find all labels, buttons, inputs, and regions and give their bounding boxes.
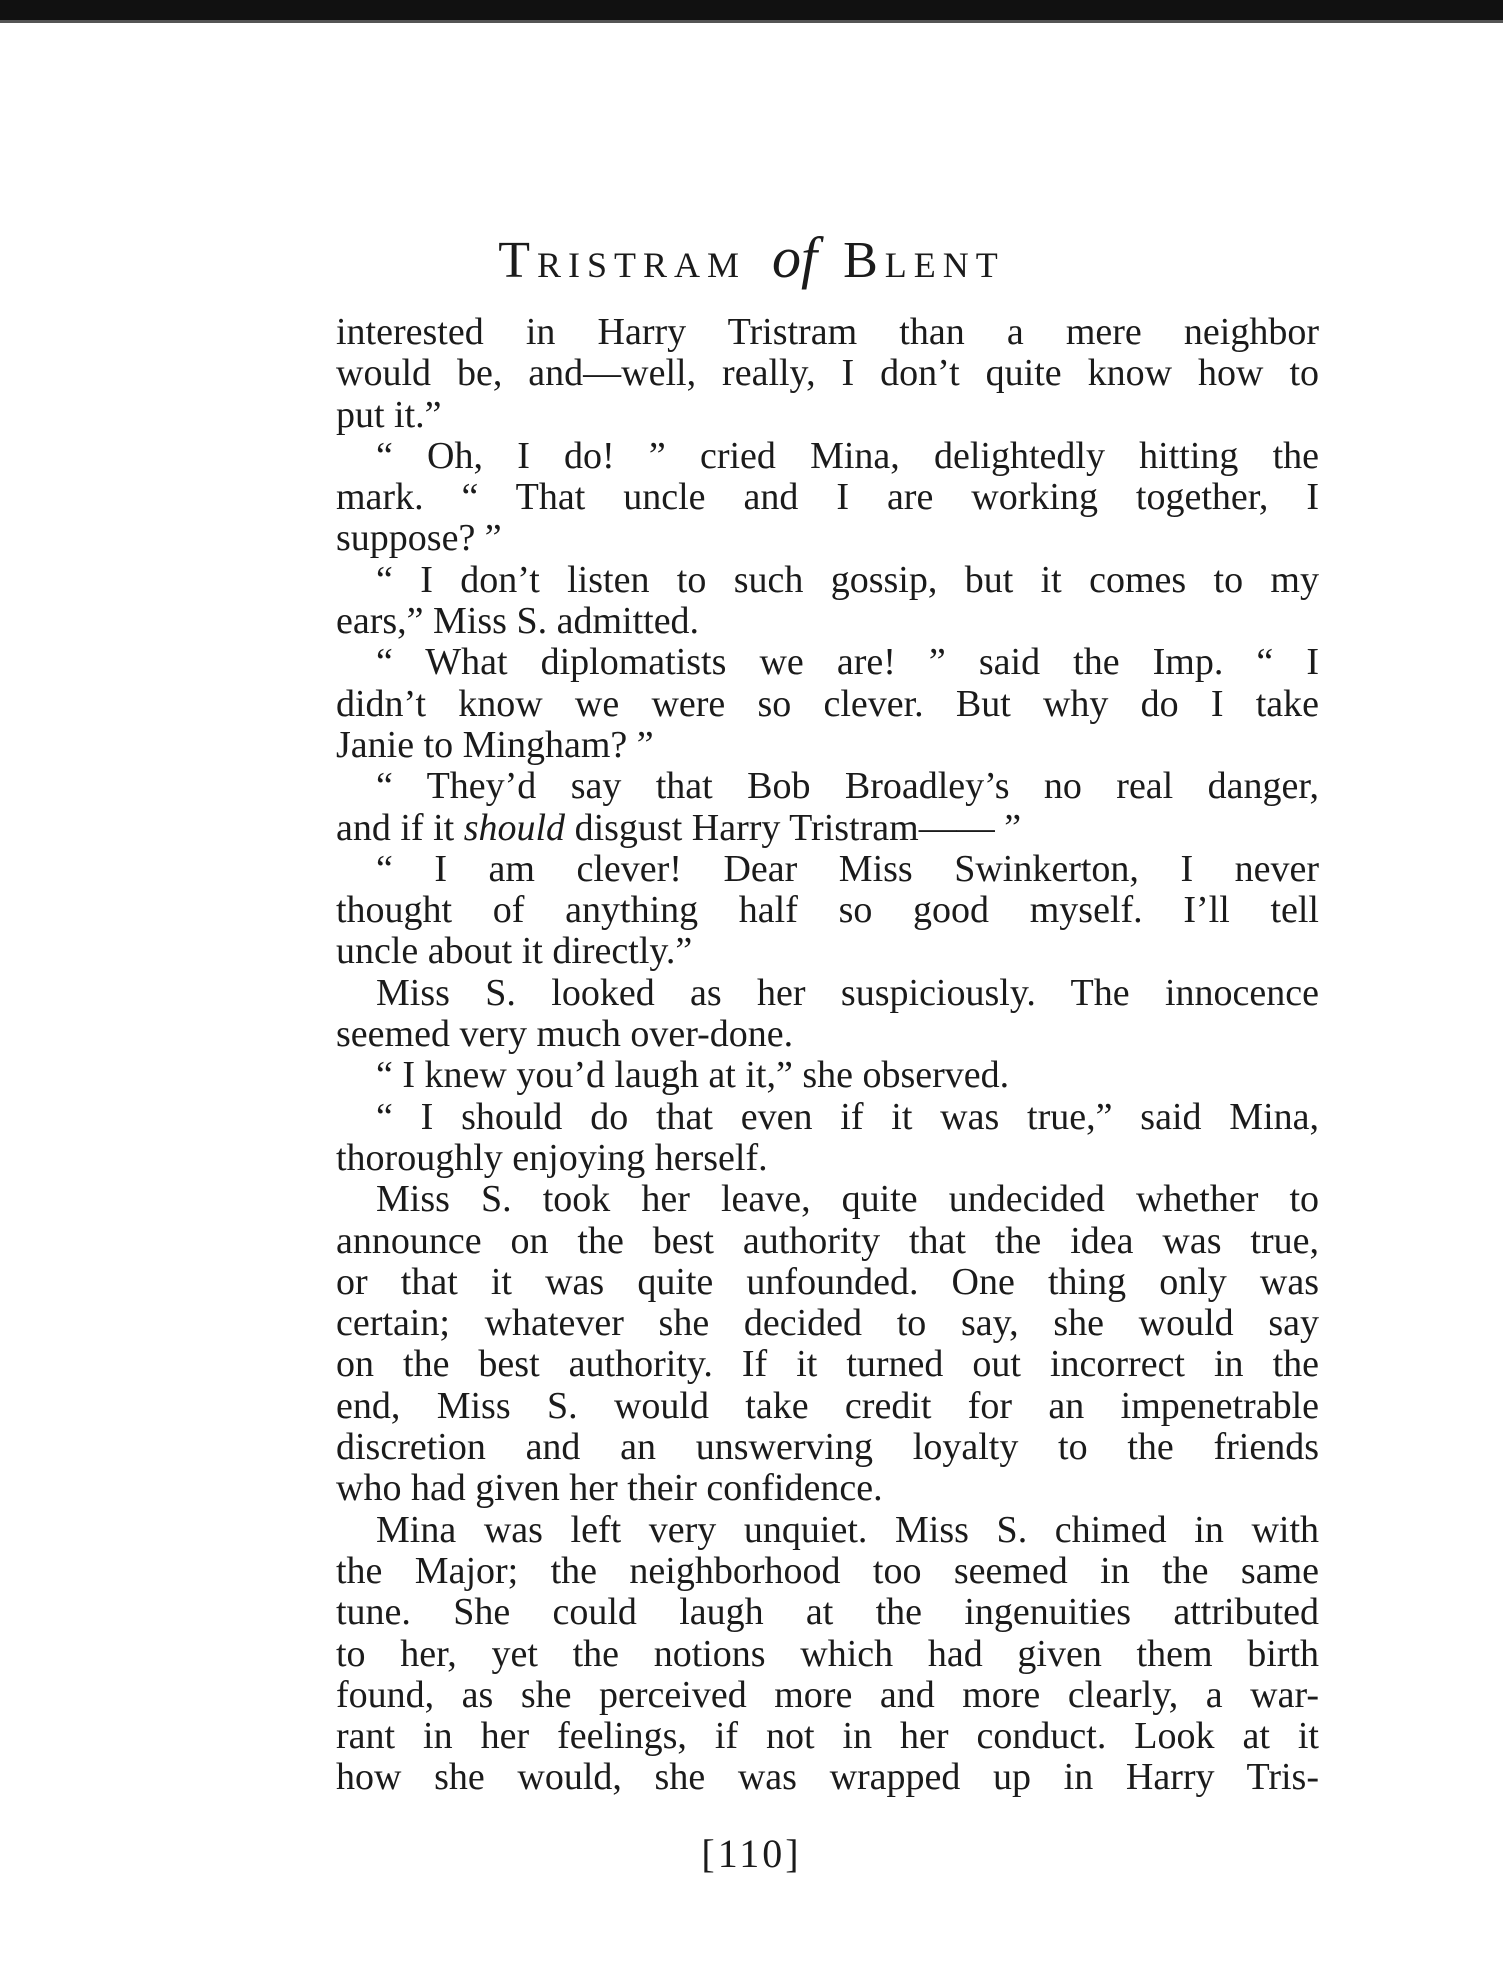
text-line: to her, yet the notions which had given them birth [336,1632,1319,1675]
text-line: who had given her their confidence. [336,1467,883,1510]
emphasis: should [463,806,566,849]
text-line: “ I am clever! Dear Miss Swinkerton, I never [376,847,1319,890]
text-line: Janie to Mingham? ” [336,723,654,766]
text-line: thoroughly enjoying herself. [336,1136,768,1179]
text-line: Mina was left very unquiet. Miss S. chimed in with [376,1508,1319,1551]
text-line: didn’t know we were so clever. But why do I take [336,682,1319,725]
scan-edge [0,0,1503,20]
text-line: uncle about it directly.” [336,930,693,973]
text-line: discretion and an unswerving loyalty to the friends [336,1426,1319,1469]
text-line: “ I don’t listen to such gossip, but it comes to my [376,558,1319,601]
text-line: found, as she perceived more and more clearly, a war- [336,1673,1319,1716]
text-line: “ They’d say that Bob Broadley’s no real danger, [376,765,1319,808]
text-line: Miss S. looked as her suspiciously. The innocence [376,971,1319,1014]
running-head-tristram: Tristram [498,232,746,289]
text-line: Miss S. took her leave, quite undecided whether to [376,1178,1319,1221]
text-line: how she would, she was wrapped up in Harry Tris- [336,1756,1319,1799]
page-number: [110] [701,1831,802,1876]
text-line: ears,” Miss S. admitted. [336,600,700,643]
text-line: certain; whatever she decided to say, she would say [336,1302,1319,1345]
text-line: or that it was quite unfounded. One thing only was [336,1260,1319,1303]
text-line: suppose? ” [336,517,502,560]
text-line: the Major; the neighborhood too seemed in the same [336,1549,1319,1592]
text-line: “ I knew you’d laugh at it,” she observed. [376,1054,1010,1097]
text-line: “ I should do that even if it was true,” said Mina, [376,1095,1319,1138]
text-line: rant in her feelings, if not in her conduct. Look at it [336,1715,1319,1758]
text-line: mark. “ That uncle and I are working together, I [336,476,1319,519]
text-line: announce on the best authority that the idea was true, [336,1219,1319,1262]
running-head-blent: Blent [843,232,1005,289]
text-line: would be, and—well, really, I don’t quite know how to [336,352,1319,395]
text-line: tune. She could laugh at the ingenuities attributed [336,1591,1319,1634]
running-head [0,225,1503,291]
body-text [336,312,1319,1799]
text-line: put it.” [336,393,442,436]
text-line: “ What diplomatists we are! ” said the Imp. “ I [376,641,1319,684]
text-line: and if it should disgust Harry Tristram—— ” [336,806,1022,849]
text-line: thought of anything half so good myself. I’ll tell [336,889,1319,932]
running-head-of: of [772,225,818,290]
text-line: seemed very much over-done. [336,1013,794,1056]
text-line: interested in Harry Tristram than a mere neighbor [336,311,1319,353]
text-line: on the best authority. If it turned out incorrect in the [336,1343,1319,1386]
text-line: “ Oh, I do! ” cried Mina, delightedly hitting the [376,434,1319,477]
text-line: end, Miss S. would take credit for an impenetrable [336,1384,1319,1427]
